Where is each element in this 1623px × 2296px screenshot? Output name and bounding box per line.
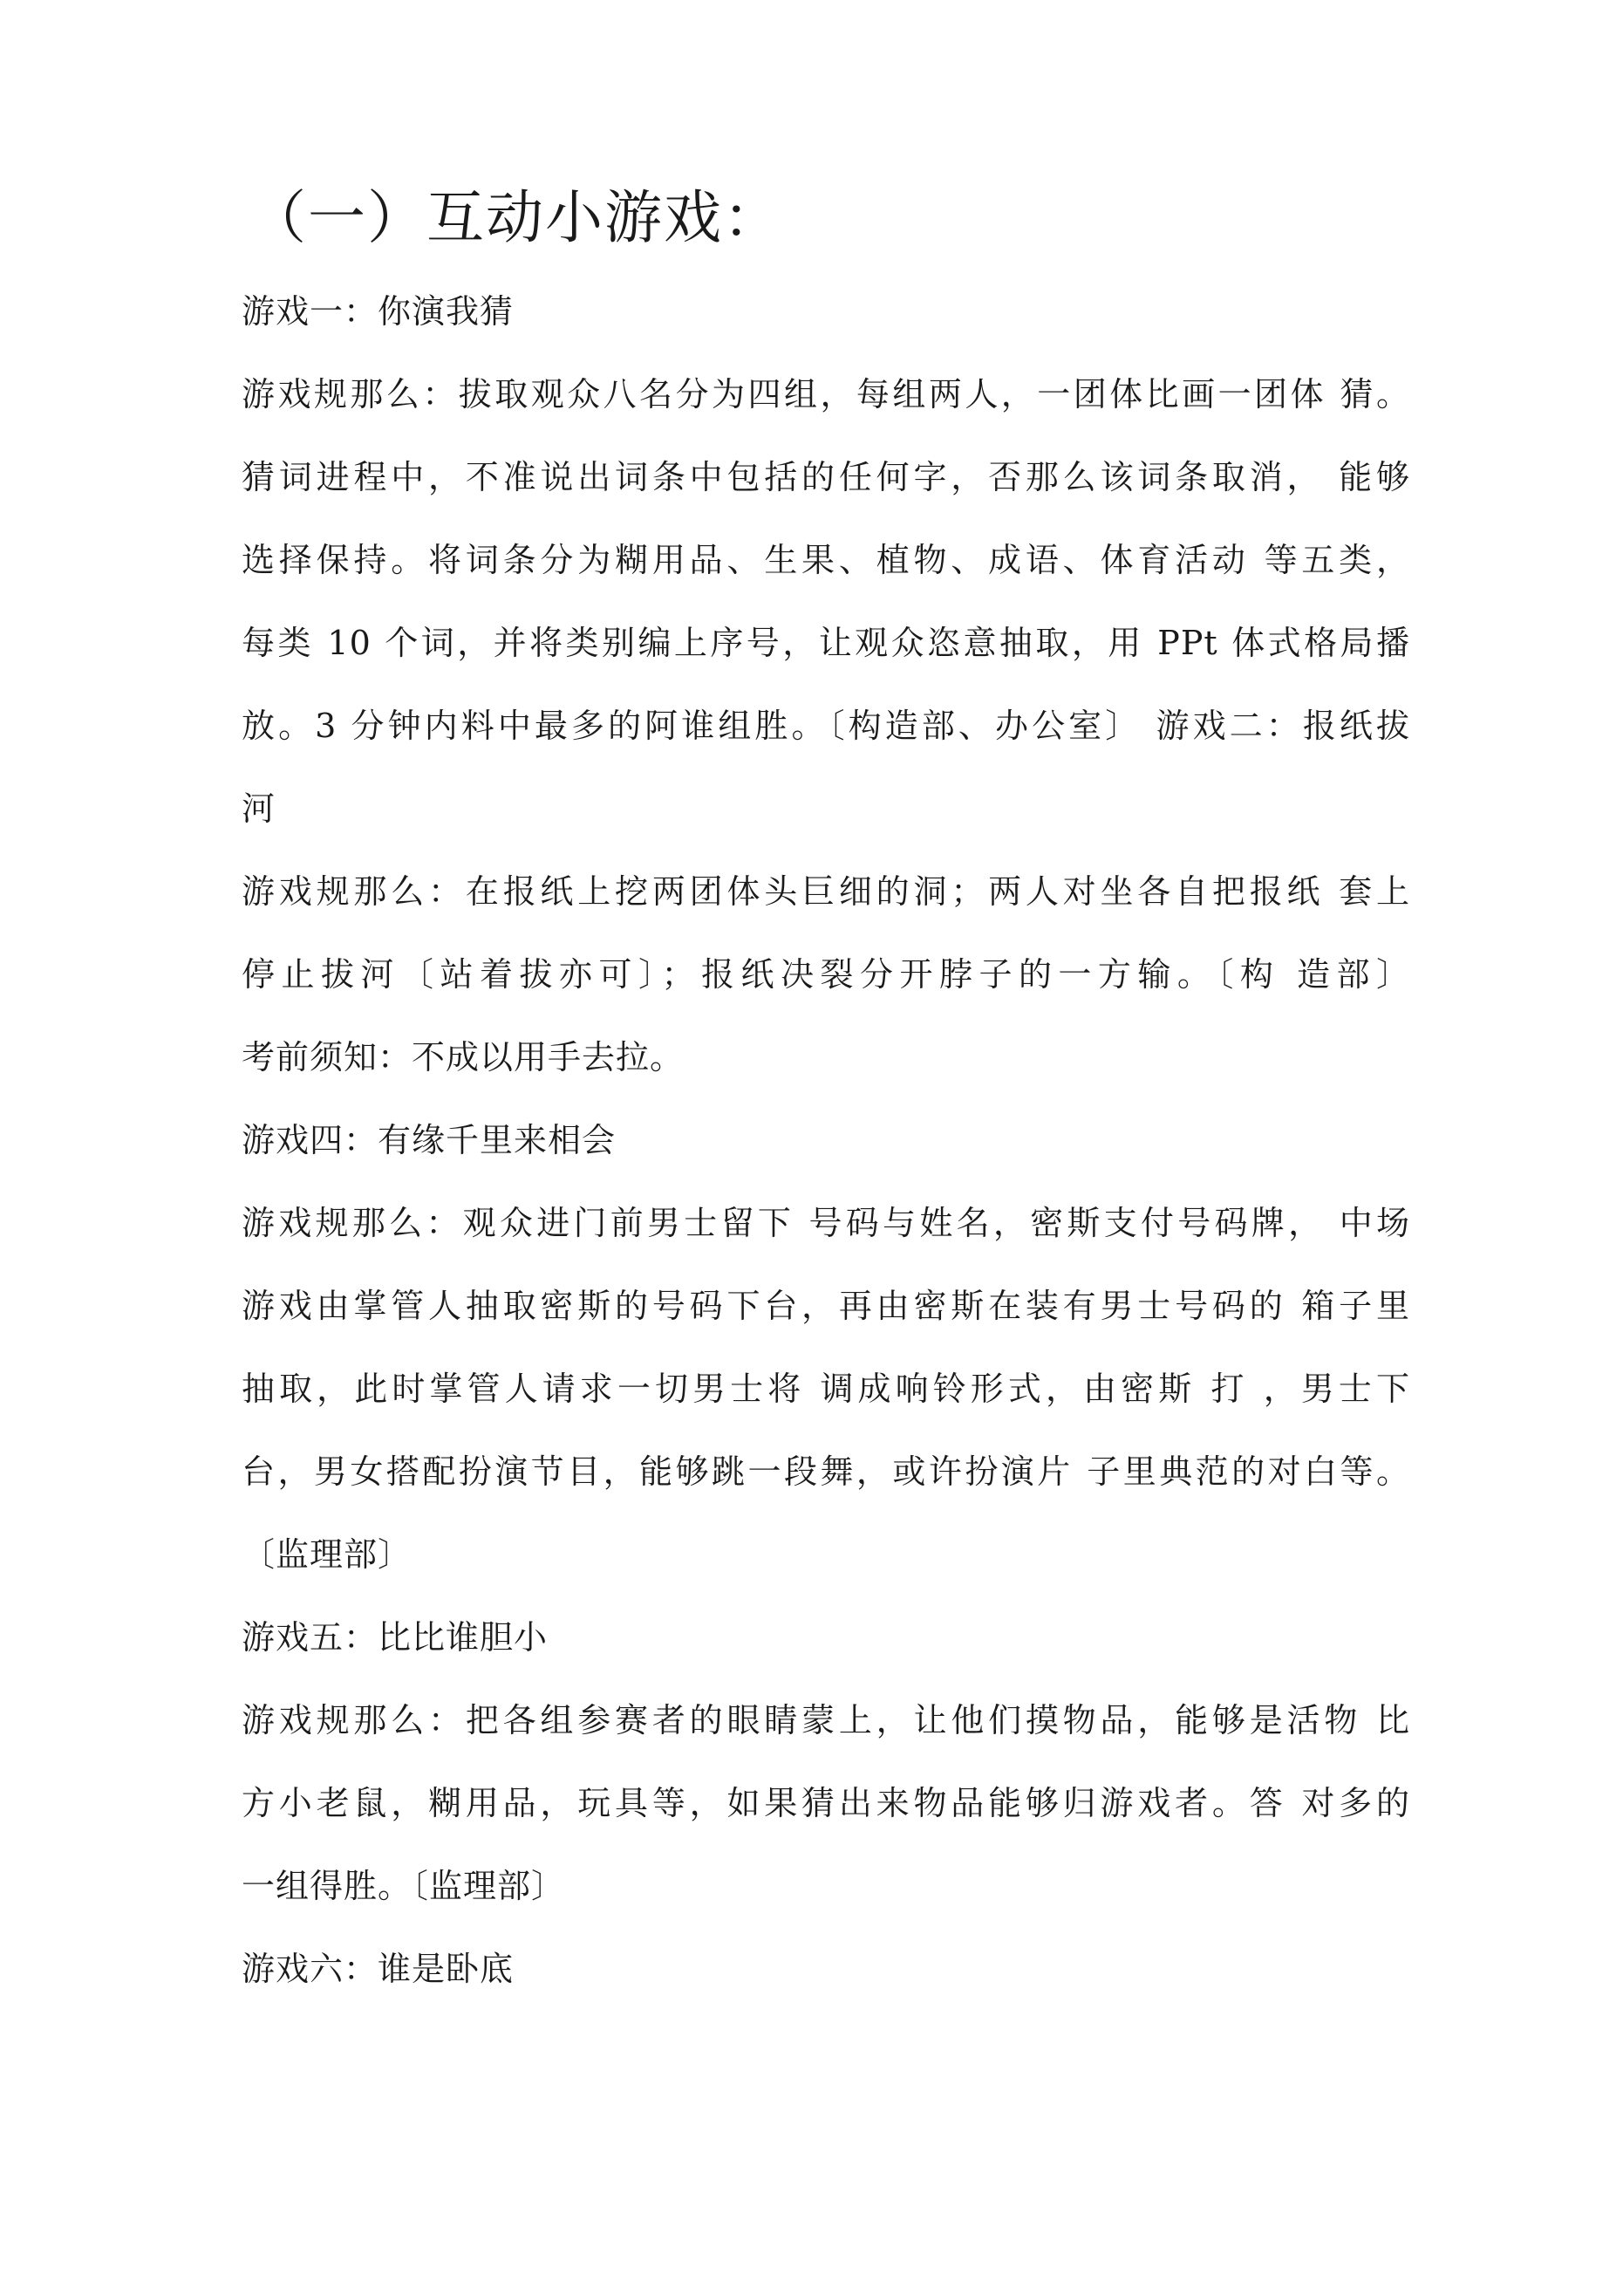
- text-line: 游戏六：谁是卧底: [242, 1950, 515, 1988]
- text-line: 每类 10 个词，并将类别编上序号，让观众恣意抽取，用 PPt 体式格局播: [242, 624, 1410, 662]
- text-line: 河: [242, 789, 276, 828]
- text-line: 游戏由掌管人抽取密斯的号码下台，再由密斯在装有男士号码的 箱子里: [242, 1287, 1410, 1325]
- text-line: 游戏一：你演我猜: [242, 292, 515, 331]
- text-line: 游戏规那么：在报纸上挖两团体头巨细的洞；两人对坐各自把报纸 套上: [242, 872, 1410, 911]
- text-line: 台，男女搭配扮演节目，能够跳一段舞，或许扮演片 子里典范的对白等。: [242, 1452, 1410, 1491]
- text-line: 猜词进程中，不准说出词条中包括的任何字，否那么该词条取消， 能够: [242, 458, 1410, 496]
- text-line: 放。3 分钟内料中最多的阿谁组胜。〔构造部、办公室〕 游戏二：报纸拔: [242, 707, 1410, 745]
- text-line: 选择保持。将词条分为糊用品、生果、植物、成语、体育活动 等五类，: [242, 541, 1410, 579]
- text-line: 游戏规那么：观众进门前男士留下 号码与姓名，密斯支付号码牌， 中场: [242, 1204, 1410, 1242]
- text-line: 方小老鼠，糊用品，玩具等，如果猜出来物品能够归游戏者。答 对多的: [242, 1784, 1410, 1822]
- text-line: 游戏五：比比谁胆小: [242, 1618, 549, 1657]
- text-line: 一组得胜。〔监理部〕: [242, 1867, 566, 1905]
- text-line: 游戏规那么：拔取观众八名分为四组，每组两人，一团体比画一团体 猜。: [242, 375, 1410, 413]
- text-line: 〔监理部〕: [242, 1535, 413, 1574]
- text-line: 游戏四：有缘千里来相会: [242, 1121, 617, 1159]
- text-line: 游戏规那么：把各组参赛者的眼睛蒙上，让他们摸物品，能够是活物 比: [242, 1701, 1410, 1739]
- text-line: 停止拔河〔站着拔亦可〕；报纸决裂分开脖子的一方输。〔构 造部〕: [242, 955, 1410, 994]
- document-body: [242, 270, 1410, 2011]
- page-title: （一）互动小游戏：: [249, 184, 782, 251]
- text-line: 考前须知：不成以用手去拉。: [242, 1038, 685, 1076]
- text-line: 抽取，此时掌管人请求一切男士将 调成响铃形式，由密斯 打 ，男士下: [242, 1370, 1410, 1408]
